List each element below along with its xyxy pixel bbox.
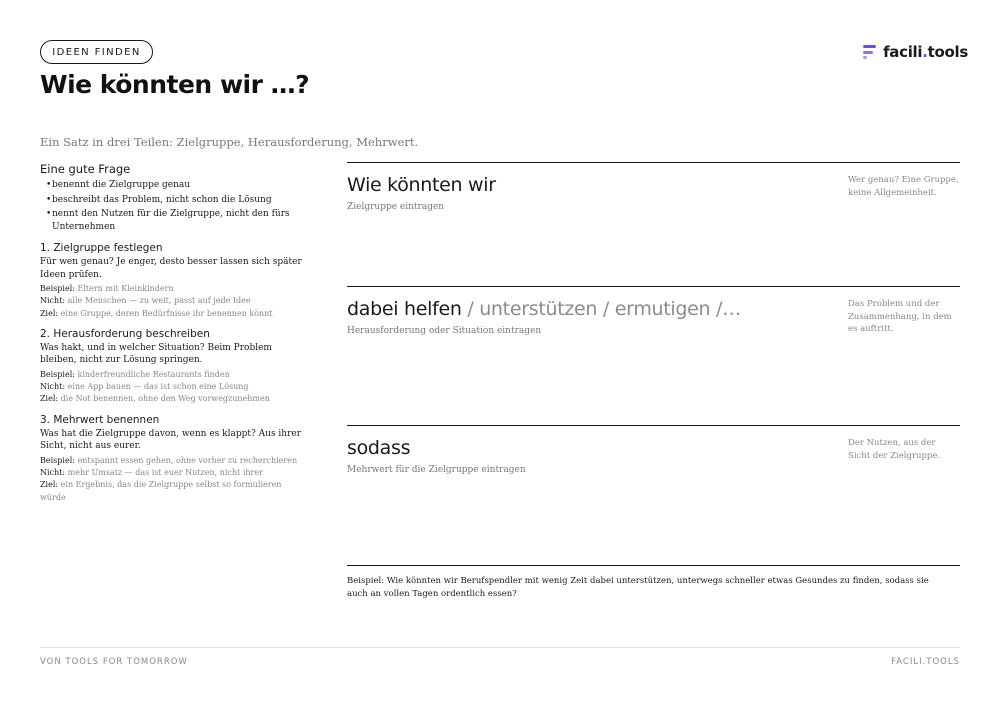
page-subtitle: Ein Satz in drei Teilen: Zielgruppe, Herausforderung, Mehrwert.: [40, 135, 419, 149]
guidance-column: [40, 162, 305, 512]
example-sentence-block: [347, 565, 960, 599]
side-note: Das Problem und der Zusammenhang, in dem es auftritt.: [848, 299, 952, 334]
category-tag: IDEEN FINDEN: [40, 40, 153, 64]
side-note: Der Nutzen, aus der Sicht der Zielgruppe.: [848, 438, 941, 461]
step-goal: Ziel: die Not benennen, ohne den Weg vorwegzunehmen: [40, 394, 270, 404]
good-question-heading: Eine gute Frage: [40, 162, 131, 176]
footer-divider: [40, 647, 960, 648]
footer-credit: VON TOOLS FOR TOMORROW: [40, 657, 188, 667]
step-goal: Ziel: eine Gruppe, deren Bedürfnisse ihr benennen könnt: [40, 308, 273, 318]
sentence-part-lead: sodass: [347, 437, 411, 459]
step-description: Was hat die Zielgruppe davon, wenn es klappt? Aus ihrer Sicht, nicht aus eurer.: [40, 428, 302, 452]
step-goal: Ziel: ein Ergebnis, das die Zielgruppe selbst so formulieren würde: [40, 480, 282, 502]
page-title: Wie könnten wir …?: [40, 70, 310, 99]
list-item: • nennt den Nutzen für die Zielgruppe, nicht den fürs Unternehmen: [46, 208, 305, 233]
step-description: Für wen genau? Je enger, desto besser lassen sich später Ideen prüfen.: [40, 257, 302, 280]
example-sentence: Beispiel: Wie könnten wir Berufspendler mit wenig Zeit dabei unterstützen, unterwegs schneller etwas Gesundes zu finden, sodass sie auch an vollen Tagen ordentlich essen?: [347, 576, 929, 599]
step-description: Was hakt, und in welcher Situation? Beim Problem bleiben, nicht zur Lösung springen.: [40, 342, 272, 366]
step-heading: 1. Zielgruppe festlegen: [40, 242, 163, 254]
good-question-list: [46, 179, 305, 233]
fill-in-challenge[interactable]: [347, 286, 960, 336]
logo-text: facili.tools: [883, 43, 968, 61]
side-note: Wer genau? Eine Gruppe, keine Allgemeinheit.: [848, 175, 959, 198]
fill-in-hint: Herausforderung oder Situation eintragen: [347, 326, 542, 336]
step-counter-example: Nicht: alle Menschen — zu weit, passt auf jede Idee: [40, 296, 251, 306]
step-challenge: [40, 328, 305, 406]
step-example: Beispiel: kinderfreundliche Restaurants finden: [40, 369, 230, 379]
step-benefit: [40, 414, 305, 504]
fill-in-hint: Zielgruppe eintragen: [347, 202, 445, 212]
step-counter-example: Nicht: mehr Umsatz — das ist euer Nutzen, nicht ihrer: [40, 468, 263, 478]
list-item: • beschreibt das Problem, nicht schon die Lösung: [46, 194, 305, 207]
step-example: Beispiel: Eltern mit Kleinkindern: [40, 284, 174, 293]
step-example: Beispiel: entspannt essen gehen, ohne vorher zu recherchieren: [40, 455, 298, 465]
brand-logo: [863, 43, 968, 61]
step-counter-example: Nicht: eine App bauen — das ist schon eine Lösung: [40, 382, 249, 392]
fill-in-hint: Mehrwert für die Zielgruppe eintragen: [347, 465, 526, 475]
step-heading: 2. Herausforderung beschreiben: [40, 327, 210, 340]
list-item: • benennt die Zielgruppe genau: [46, 179, 305, 192]
fill-in-target-group[interactable]: [347, 162, 960, 212]
step-heading: 3. Mehrwert benennen: [40, 413, 160, 426]
footer-site: FACILI.TOOLS: [891, 657, 960, 667]
step-target-group: [40, 242, 305, 320]
fill-in-benefit[interactable]: [347, 425, 960, 475]
sentence-part-lead: dabei helfen / unterstützen / ermutigen /…: [347, 298, 741, 320]
sentence-part-lead: Wie könnten wir: [347, 174, 496, 196]
logo-mark-icon: [863, 44, 876, 60]
